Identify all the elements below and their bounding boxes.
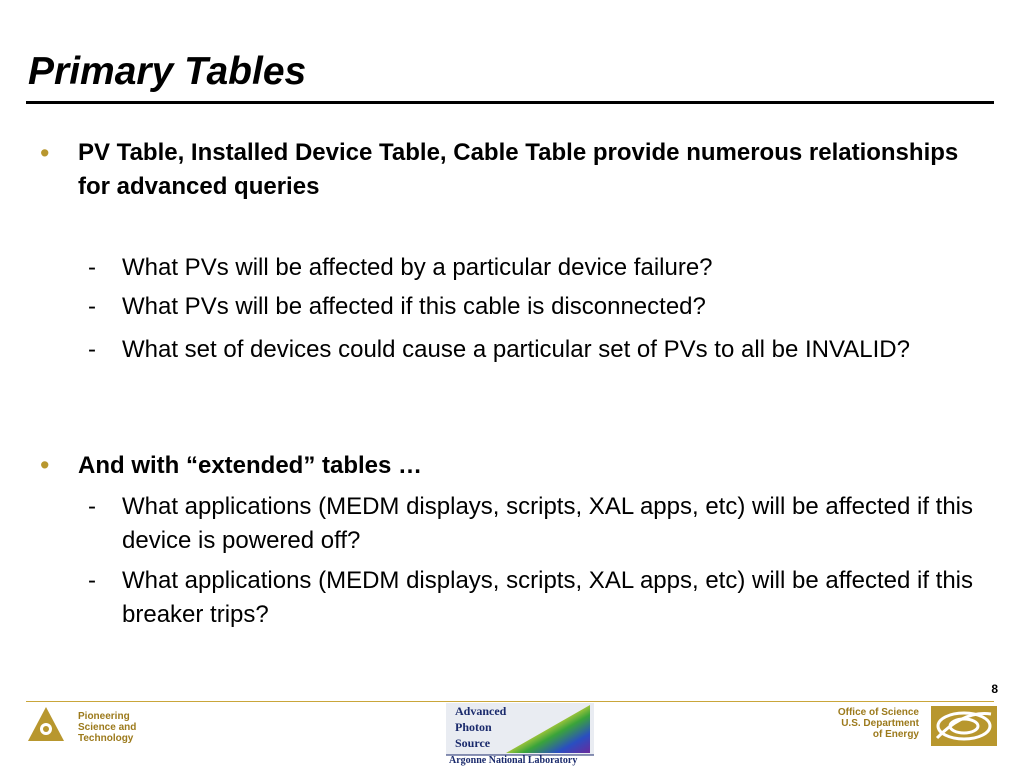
doe-office-of-science-logo-icon bbox=[931, 706, 997, 746]
footer-divider bbox=[26, 701, 994, 702]
office-of-science-label bbox=[838, 707, 919, 740]
argonne-label: Argonne National Laboratory bbox=[449, 755, 578, 766]
aps-logo-line: Source bbox=[455, 736, 491, 750]
dash-icon: - bbox=[88, 336, 96, 363]
bullet-1-subitem-2: What PVs will be affected if this cable is disconnected? bbox=[122, 293, 706, 320]
title-underline bbox=[26, 101, 994, 104]
bullet-2-subitem-2: What applications (MEDM displays, scripts, XAL apps, etc) will be affected if this breaker trips? bbox=[122, 567, 974, 628]
bullet-1-subitem-3: What set of devices could cause a particular set of PVs to all be INVALID? bbox=[122, 336, 910, 363]
bullet-icon: • bbox=[40, 450, 50, 480]
page-number: 8 bbox=[991, 682, 998, 696]
slide-title: Primary Tables bbox=[28, 50, 307, 93]
dash-icon: - bbox=[88, 254, 96, 281]
bullet-2-subitem-1: What applications (MEDM displays, scripts, XAL apps, etc) will be affected if this device is powered off? bbox=[122, 493, 974, 554]
footer-tagline bbox=[78, 711, 136, 744]
footer-tagline-line: Science and bbox=[78, 722, 137, 733]
aps-logo-line: Advanced bbox=[455, 704, 507, 718]
footer-tagline-line: Technology bbox=[78, 733, 134, 744]
office-of-science-line: U.S. Department bbox=[841, 718, 919, 729]
dash-icon: - bbox=[88, 293, 96, 320]
bullet-2-text: And with “extended” tables … bbox=[78, 452, 423, 479]
office-of-science-line: Office of Science bbox=[837, 707, 919, 718]
argonne-triangle-logo-icon bbox=[26, 705, 66, 745]
office-of-science-line: of Energy bbox=[872, 729, 919, 740]
bullet-1-subitem-1: What PVs will be affected by a particular device failure? bbox=[122, 254, 713, 281]
dash-icon: - bbox=[88, 493, 96, 520]
dash-icon: - bbox=[88, 567, 96, 594]
bullet-icon: • bbox=[40, 138, 50, 168]
aps-logo-line: Photon bbox=[455, 720, 492, 734]
footer-tagline-line: Pioneering bbox=[78, 711, 130, 722]
bullet-1-text: PV Table, Installed Device Table, Cable Table provide numerous relationships for advanced queries bbox=[78, 139, 959, 200]
